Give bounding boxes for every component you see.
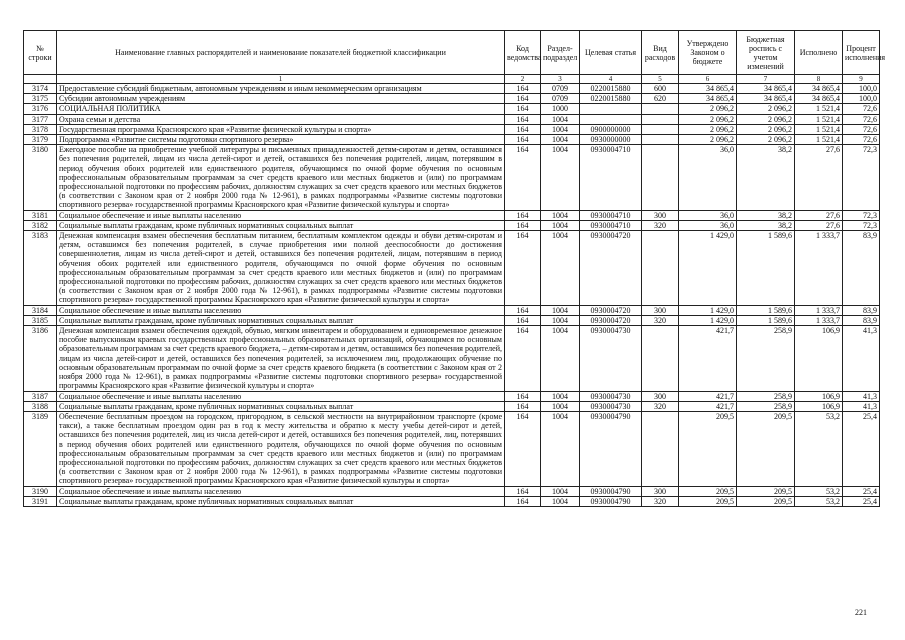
target-article-cell <box>580 104 642 114</box>
percent-cell: 72,3 <box>843 145 880 210</box>
expense-type-cell <box>642 104 679 114</box>
expense-type-cell: 320 <box>642 315 679 325</box>
table-row <box>24 326 880 391</box>
row-name-cell: Ежегодное пособие на приобретение учебной литературы и письменных принадлежностей детям-сиротам и детям, оставшимся без попечения родителей, лицам из числа детей-сирот и детей, оставшихся без попечения родителей, лицам, потерявшим в период обучения обоих родителей или единственного родителя, обучающимся по очной форме обучения по основным профессиональным образовательным программам за счет средств краевого или местных бюджетов и (или) по программам профессиональной подготовки по профессиям рабочих, должностям служащих за счет средств краевого или местных бюджетов (в соответствии с Законом края от 2 ноября 2000 года № 12-961), в рамках подпрограммы «Развитие системы подготовки спортивного резерва» государственной программы Красноярского края «Развитие физической культуры и спорта» <box>57 145 505 210</box>
header-percent: Процент исполнения <box>843 31 880 75</box>
row-number-cell: 3176 <box>24 104 57 114</box>
department-code-cell: 164 <box>505 124 541 134</box>
approved-amount-cell: 34 865,4 <box>679 84 737 94</box>
row-name-cell: Социальные выплаты гражданам, кроме публичных нормативных социальных выплат <box>57 401 505 411</box>
executed-amount-cell: 53,2 <box>795 496 843 506</box>
expense-type-cell <box>642 145 679 210</box>
table-row <box>24 486 880 496</box>
approved-amount-cell: 421,7 <box>679 401 737 411</box>
target-article-cell: 0220015880 <box>580 84 642 94</box>
row-number-cell: 3179 <box>24 135 57 145</box>
section-cell: 1004 <box>541 210 580 220</box>
row-number-cell: 3189 <box>24 411 57 486</box>
section-cell: 1004 <box>541 391 580 401</box>
approved-amount-cell: 2 096,2 <box>679 135 737 145</box>
department-code-cell: 164 <box>505 210 541 220</box>
percent-cell: 72,3 <box>843 220 880 230</box>
target-article-cell: 0930004790 <box>580 486 642 496</box>
target-article-cell: 0930000000 <box>580 135 642 145</box>
row-name-cell: СОЦИАЛЬНАЯ ПОЛИТИКА <box>57 104 505 114</box>
row-number-cell: 3175 <box>24 94 57 104</box>
row-number-cell: 3177 <box>24 114 57 124</box>
header-approved: Утверждено Законом о бюджете <box>679 31 737 75</box>
executed-amount-cell: 53,2 <box>795 411 843 486</box>
table-row <box>24 305 880 315</box>
row-number-cell: 3174 <box>24 84 57 94</box>
percent-cell: 41,3 <box>843 401 880 411</box>
department-code-cell: 164 <box>505 326 541 391</box>
schedule-amount-cell: 258,9 <box>737 326 795 391</box>
table-row <box>24 124 880 134</box>
department-code-cell: 164 <box>505 145 541 210</box>
target-article-cell: 0930004710 <box>580 145 642 210</box>
table-row <box>24 231 880 306</box>
approved-amount-cell: 1 429,0 <box>679 231 737 306</box>
column-index: 1 <box>57 75 505 84</box>
table-row <box>24 104 880 114</box>
executed-amount-cell: 106,9 <box>795 401 843 411</box>
percent-cell: 25,4 <box>843 411 880 486</box>
approved-amount-cell: 421,7 <box>679 391 737 401</box>
row-name-cell: Обеспечение бесплатным проездом на городском, пригородном, в сельской местности на внутрирайонном транспорте (кроме такси), а также бесплатным проездом один раз в год к месту жительства и обратно к месту учебы детей-сирот и детей, оставшихся без попечения родителей, лиц из числа детей-сирот и детей, оставшихся без попечения родителей, лиц, потерявших в период обучения обоих родителей или единственного родителя, обучающихся по очной форме обучения по основным профессиональным образовательным программам за счет средств краевого или местных бюджетов и (или) по программам профессиональной подготовки по профессиям рабочих, должностям служащих за счет средств краевого или местных бюджетов (в соответствии с Законом края от 2 ноября 2000 года № 12-961), в рамках подпрограммы «Развитие системы подготовки спортивного резерва» государственной программы Красноярского края «Развитие физической культуры и спорта» <box>57 411 505 486</box>
executed-amount-cell: 53,2 <box>795 486 843 496</box>
table-header-row <box>24 31 880 75</box>
expense-type-cell <box>642 124 679 134</box>
section-cell: 0709 <box>541 84 580 94</box>
section-cell: 1004 <box>541 486 580 496</box>
expense-type-cell: 300 <box>642 486 679 496</box>
schedule-amount-cell: 258,9 <box>737 391 795 401</box>
executed-amount-cell: 1 333,7 <box>795 231 843 306</box>
row-name-cell: Охрана семьи и детства <box>57 114 505 124</box>
row-number-cell: 3188 <box>24 401 57 411</box>
executed-amount-cell: 1 333,7 <box>795 305 843 315</box>
table-row <box>24 220 880 230</box>
row-name-cell: Социальное обеспечение и иные выплаты населению <box>57 486 505 496</box>
header-target-article: Целевая статья <box>580 31 642 75</box>
department-code-cell: 164 <box>505 220 541 230</box>
table-row <box>24 145 880 210</box>
header-executed: Исполнено <box>795 31 843 75</box>
expense-type-cell: 320 <box>642 496 679 506</box>
section-cell: 1004 <box>541 124 580 134</box>
approved-amount-cell: 36,0 <box>679 145 737 210</box>
expense-type-cell: 300 <box>642 305 679 315</box>
row-name-cell: Социальные выплаты гражданам, кроме публичных нормативных социальных выплат <box>57 315 505 325</box>
section-cell: 1004 <box>541 114 580 124</box>
row-name-cell: Денежная компенсация взамен обеспечения одеждой, обувью, мягким инвентарем и оборудованием и единовременное денежное пособие выпускникам краевых государственных профессиональных образовательных организаций, обучающимся по основным образовательным программам за счет средств краевого бюджета, – детям-сиротам и детям, оставшимся без попечения родителей, лицам из числа детей-сирот и детей, оставшихся без попечения родителей, за исключением лиц, продолжающих обучение по основным образовательным программам по очной форме за счет средств краевого бюджета (в соответствии с Законом края от 2 ноября 2000 года № 12-961), в рамках подпрограммы «Развитие системы подготовки спортивного резерва» государственной программы Красноярского края «Развитие физической культуры и спорта» <box>57 326 505 391</box>
department-code-cell: 164 <box>505 411 541 486</box>
approved-amount-cell: 1 429,0 <box>679 315 737 325</box>
section-cell: 1004 <box>541 135 580 145</box>
executed-amount-cell: 27,6 <box>795 145 843 210</box>
schedule-amount-cell: 2 096,2 <box>737 135 795 145</box>
expense-type-cell <box>642 326 679 391</box>
header-expense-type: Вид расходов <box>642 31 679 75</box>
row-number-cell: 3182 <box>24 220 57 230</box>
schedule-amount-cell: 209,5 <box>737 486 795 496</box>
header-name: Наименование главных распорядителей и наименование показателей бюджетной классификации <box>57 31 505 75</box>
expense-type-cell <box>642 411 679 486</box>
percent-cell: 25,4 <box>843 496 880 506</box>
target-article-cell <box>580 114 642 124</box>
expense-type-cell: 300 <box>642 210 679 220</box>
table-row <box>24 496 880 506</box>
expense-type-cell: 320 <box>642 401 679 411</box>
expense-type-cell <box>642 114 679 124</box>
schedule-amount-cell: 38,2 <box>737 220 795 230</box>
header-budget-schedule: Бюджетная роспись с учетом изменений <box>737 31 795 75</box>
column-index: 4 <box>580 75 642 84</box>
approved-amount-cell: 209,5 <box>679 411 737 486</box>
target-article-cell: 0930004790 <box>580 411 642 486</box>
column-index-row <box>24 75 880 84</box>
schedule-amount-cell: 1 589,6 <box>737 315 795 325</box>
table-row <box>24 135 880 145</box>
department-code-cell: 164 <box>505 84 541 94</box>
target-article-cell: 0930004720 <box>580 305 642 315</box>
row-number-cell: 3184 <box>24 305 57 315</box>
schedule-amount-cell: 1 589,6 <box>737 305 795 315</box>
percent-cell: 72,6 <box>843 114 880 124</box>
department-code-cell: 164 <box>505 315 541 325</box>
schedule-amount-cell: 2 096,2 <box>737 114 795 124</box>
section-cell: 1004 <box>541 496 580 506</box>
approved-amount-cell: 209,5 <box>679 496 737 506</box>
row-number-cell: 3183 <box>24 231 57 306</box>
target-article-cell: 0930004730 <box>580 401 642 411</box>
row-name-cell: Денежная компенсация взамен обеспечения бесплатным питанием, бесплатным комплектом одежды и обуви детям-сиротам и детям, оставшимся без попечения родителей, в случае приобретения ими полной дееспособности до достижения совершеннолетия, лицам из числа детей-сирот и детей, оставшихся без попечения родителей, лицам, потерявшим в период обучения обоих родителей или единственного родителя, обучающимся по очной форме обучения по основным профессиональным образовательным программам за счет средств краевого или местных бюджетов и (или) по программам профессиональной подготовки по профессиям рабочих, должностям служащих за счет средств краевого или местных бюджетов (в соответствии с Законом края от 2 ноября 2000 года № 12-961), в рамках подпрограммы «Развитие системы подготовки спортивного резерва» государственной программы Красноярского края «Развитие физической культуры и спорта» <box>57 231 505 306</box>
row-name-cell: Государственная программа Красноярского края «Развитие физической культуры и спорта» <box>57 124 505 134</box>
row-number-cell: 3187 <box>24 391 57 401</box>
executed-amount-cell: 34 865,4 <box>795 84 843 94</box>
table-body <box>24 84 880 507</box>
table-row <box>24 114 880 124</box>
schedule-amount-cell: 34 865,4 <box>737 94 795 104</box>
header-section: Раздел- подраздел <box>541 31 580 75</box>
executed-amount-cell: 27,6 <box>795 210 843 220</box>
department-code-cell: 164 <box>505 114 541 124</box>
row-number-cell: 3190 <box>24 486 57 496</box>
row-name-cell: Социальное обеспечение и иные выплаты населению <box>57 391 505 401</box>
approved-amount-cell: 1 429,0 <box>679 305 737 315</box>
section-cell: 1004 <box>541 145 580 210</box>
row-name-cell: Социальное обеспечение и иные выплаты населению <box>57 305 505 315</box>
approved-amount-cell: 209,5 <box>679 486 737 496</box>
expense-type-cell: 600 <box>642 84 679 94</box>
department-code-cell: 164 <box>505 135 541 145</box>
percent-cell: 72,6 <box>843 135 880 145</box>
target-article-cell: 0930004720 <box>580 231 642 306</box>
department-code-cell: 164 <box>505 486 541 496</box>
table-row <box>24 315 880 325</box>
section-cell: 1000 <box>541 104 580 114</box>
target-article-cell: 0930004790 <box>580 496 642 506</box>
expense-type-cell: 300 <box>642 391 679 401</box>
executed-amount-cell: 1 521,4 <box>795 124 843 134</box>
approved-amount-cell: 2 096,2 <box>679 114 737 124</box>
column-index: 6 <box>679 75 737 84</box>
executed-amount-cell: 1 333,7 <box>795 315 843 325</box>
table-row <box>24 94 880 104</box>
expense-type-cell <box>642 231 679 306</box>
column-index <box>24 75 57 84</box>
row-number-cell: 3178 <box>24 124 57 134</box>
target-article-cell: 0900000000 <box>580 124 642 134</box>
column-index: 7 <box>737 75 795 84</box>
row-name-cell: Социальные выплаты гражданам, кроме публичных нормативных социальных выплат <box>57 496 505 506</box>
row-number-cell: 3185 <box>24 315 57 325</box>
schedule-amount-cell: 258,9 <box>737 401 795 411</box>
row-name-cell: Социальные выплаты гражданам, кроме публичных нормативных социальных выплат <box>57 220 505 230</box>
target-article-cell: 0930004720 <box>580 315 642 325</box>
approved-amount-cell: 36,0 <box>679 220 737 230</box>
approved-amount-cell: 34 865,4 <box>679 94 737 104</box>
target-article-cell: 0220015880 <box>580 94 642 104</box>
target-article-cell: 0930004710 <box>580 220 642 230</box>
executed-amount-cell: 1 521,4 <box>795 104 843 114</box>
schedule-amount-cell: 2 096,2 <box>737 124 795 134</box>
executed-amount-cell: 1 521,4 <box>795 135 843 145</box>
percent-cell: 72,3 <box>843 210 880 220</box>
schedule-amount-cell: 38,2 <box>737 210 795 220</box>
percent-cell: 100,0 <box>843 84 880 94</box>
percent-cell: 100,0 <box>843 94 880 104</box>
table-row <box>24 411 880 486</box>
row-number-cell: 3180 <box>24 145 57 210</box>
column-index: 9 <box>843 75 880 84</box>
target-article-cell: 0930004710 <box>580 210 642 220</box>
target-article-cell: 0930004730 <box>580 391 642 401</box>
schedule-amount-cell: 209,5 <box>737 411 795 486</box>
section-cell: 1004 <box>541 401 580 411</box>
row-name-cell: Подпрограмма «Развитие системы подготовки спортивного резерва» <box>57 135 505 145</box>
schedule-amount-cell: 1 589,6 <box>737 231 795 306</box>
executed-amount-cell: 34 865,4 <box>795 94 843 104</box>
approved-amount-cell: 36,0 <box>679 210 737 220</box>
approved-amount-cell: 421,7 <box>679 326 737 391</box>
percent-cell: 25,4 <box>843 486 880 496</box>
percent-cell: 72,6 <box>843 124 880 134</box>
department-code-cell: 164 <box>505 94 541 104</box>
percent-cell: 83,9 <box>843 305 880 315</box>
department-code-cell: 164 <box>505 391 541 401</box>
row-number-cell: 3181 <box>24 210 57 220</box>
department-code-cell: 164 <box>505 305 541 315</box>
section-cell: 1004 <box>541 326 580 391</box>
percent-cell: 41,3 <box>843 326 880 391</box>
percent-cell: 72,6 <box>843 104 880 114</box>
schedule-amount-cell: 34 865,4 <box>737 84 795 94</box>
executed-amount-cell: 1 521,4 <box>795 114 843 124</box>
department-code-cell: 164 <box>505 401 541 411</box>
table-row <box>24 401 880 411</box>
target-article-cell: 0930004730 <box>580 326 642 391</box>
row-name-cell: Социальное обеспечение и иные выплаты населению <box>57 210 505 220</box>
section-cell: 1004 <box>541 231 580 306</box>
row-number-cell: 3186 <box>24 326 57 391</box>
department-code-cell: 164 <box>505 231 541 306</box>
executed-amount-cell: 27,6 <box>795 220 843 230</box>
department-code-cell: 164 <box>505 496 541 506</box>
section-cell: 0709 <box>541 94 580 104</box>
row-number-cell: 3191 <box>24 496 57 506</box>
percent-cell: 83,9 <box>843 315 880 325</box>
schedule-amount-cell: 209,5 <box>737 496 795 506</box>
table-row <box>24 391 880 401</box>
percent-cell: 41,3 <box>843 391 880 401</box>
table-row <box>24 210 880 220</box>
expense-type-cell <box>642 135 679 145</box>
column-index: 8 <box>795 75 843 84</box>
row-name-cell: Субсидии автономным учреждениям <box>57 94 505 104</box>
schedule-amount-cell: 2 096,2 <box>737 104 795 114</box>
column-index: 5 <box>642 75 679 84</box>
section-cell: 1004 <box>541 305 580 315</box>
section-cell: 1004 <box>541 411 580 486</box>
percent-cell: 83,9 <box>843 231 880 306</box>
budget-table <box>23 30 886 507</box>
schedule-amount-cell: 38,2 <box>737 145 795 210</box>
expense-type-cell: 620 <box>642 94 679 104</box>
column-index: 3 <box>541 75 580 84</box>
header-department-code: Код ведомства <box>505 31 541 75</box>
page-number: 221 <box>855 608 867 617</box>
section-cell: 1004 <box>541 220 580 230</box>
column-index: 2 <box>505 75 541 84</box>
section-cell: 1004 <box>541 315 580 325</box>
approved-amount-cell: 2 096,2 <box>679 104 737 114</box>
header-row-number: № строки <box>24 31 57 75</box>
table-row <box>24 84 880 94</box>
row-name-cell: Предоставление субсидий бюджетным, автономным учреждениям и иным некоммерческим организациям <box>57 84 505 94</box>
department-code-cell: 164 <box>505 104 541 114</box>
approved-amount-cell: 2 096,2 <box>679 124 737 134</box>
expense-type-cell: 320 <box>642 220 679 230</box>
budget-table-page <box>23 30 886 507</box>
executed-amount-cell: 106,9 <box>795 326 843 391</box>
executed-amount-cell: 106,9 <box>795 391 843 401</box>
